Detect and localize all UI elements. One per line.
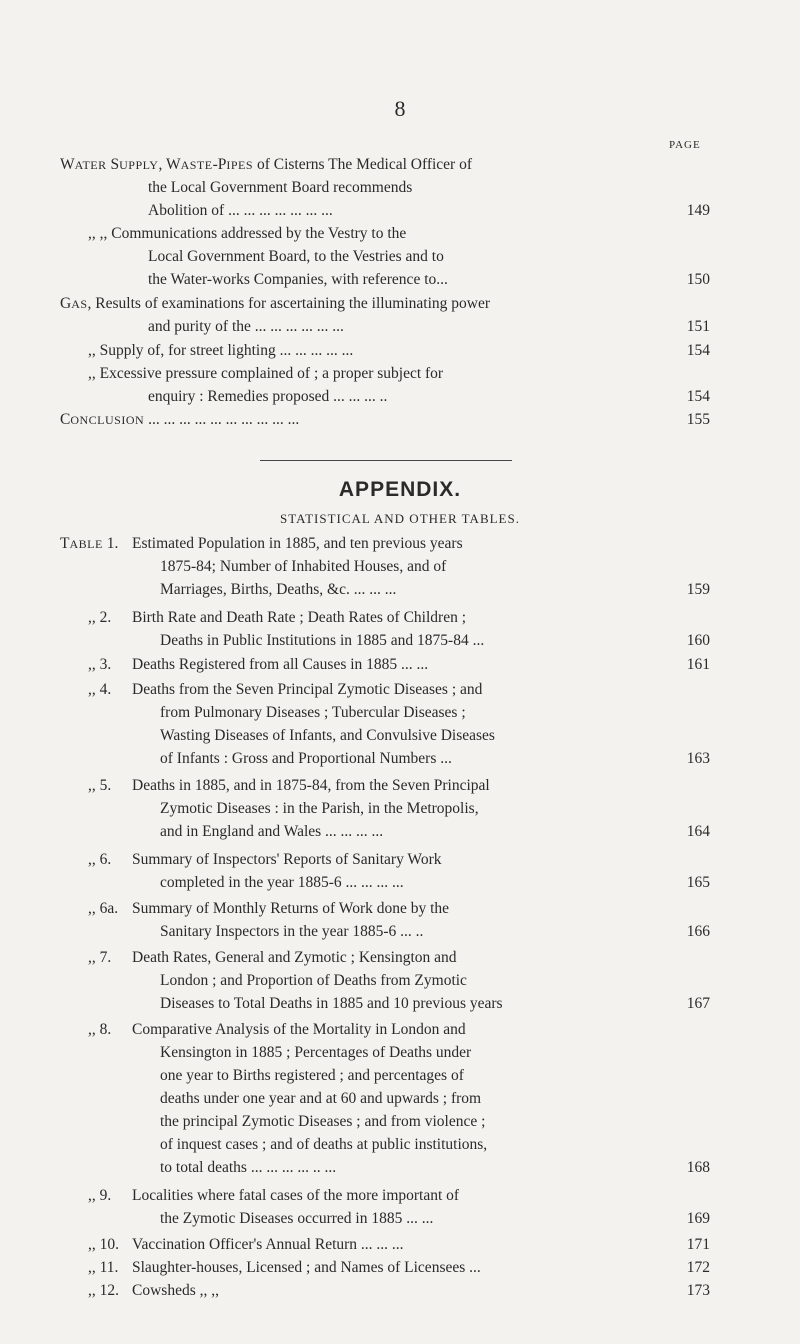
table-line: Deaths in 1885, and in 1875-84, from the Seven Principal bbox=[132, 777, 490, 794]
table-line: Zymotic Diseases : in the Parish, in the Metropolis, bbox=[160, 800, 479, 817]
table-label: ,, 3. bbox=[88, 656, 112, 673]
table-line: Marriages, Births, Deaths, &c. ... ... ... bbox=[160, 581, 397, 598]
appendix-subtitle: STATISTICAL AND OTHER TABLES. bbox=[280, 511, 520, 526]
table-line: Summary of Inspectors' Reports of Sanitary Work bbox=[132, 851, 442, 868]
table-label: ,, 9. bbox=[88, 1187, 112, 1204]
table-line: Wasting Diseases of Infants, and Convulsive Diseases bbox=[160, 727, 495, 744]
page-ref: 151 bbox=[686, 318, 710, 335]
table-label: ,, 6a. bbox=[88, 900, 119, 917]
page-ref: 159 bbox=[686, 581, 710, 598]
table-label: ,, 6. bbox=[88, 851, 112, 868]
table-line: Vaccination Officer's Annual Return ... ... ... bbox=[132, 1236, 404, 1253]
table-line: to total deaths ... ... ... ... .. ... bbox=[160, 1159, 337, 1176]
index-line: ,, Excessive pressure complained of ; a proper subject for bbox=[88, 365, 444, 382]
page-ref: 171 bbox=[686, 1236, 710, 1253]
table-line: Deaths Registered from all Causes in 1885 ... ... bbox=[132, 656, 429, 673]
table-line: of inquest cases ; and of deaths at public institutions, bbox=[160, 1136, 488, 1153]
table-line: Kensington in 1885 ; Percentages of Deaths under bbox=[160, 1044, 472, 1061]
table-label: ,, 8. bbox=[88, 1021, 112, 1038]
index-line: ,, Supply of, for street lighting ... ... ... ... ... bbox=[88, 342, 354, 359]
page-ref: 149 bbox=[686, 202, 710, 219]
table-label: ,, 10. bbox=[88, 1236, 119, 1253]
table-line: completed in the year 1885-6 ... ... ... ... bbox=[160, 874, 404, 891]
table-label: ,, 4. bbox=[88, 681, 112, 698]
table-line: Death Rates, General and Zymotic ; Kensington and bbox=[132, 949, 457, 966]
page-ref: 163 bbox=[686, 750, 710, 767]
table-label: ,, 5. bbox=[88, 777, 112, 794]
table-label: ,, 7. bbox=[88, 949, 112, 966]
index-line: CONCLUSION ... ... ... ... ... ... ... ... ... ... bbox=[60, 411, 300, 428]
table-line: Slaughter-houses, Licensed ; and Names of Licensees ... bbox=[132, 1259, 481, 1276]
divider-rule bbox=[260, 460, 512, 461]
table-label: ,, 2. bbox=[88, 609, 112, 626]
index-line: ,, ,, Communications addressed by the Vestry to the bbox=[88, 225, 407, 242]
table-line: Birth Rate and Death Rate ; Death Rates of Children ; bbox=[132, 609, 467, 626]
index-line: WATER SUPPLY, WASTE-PIPES of Cisterns The Medical Officer of bbox=[60, 156, 473, 173]
index-line: the Water-works Companies, with reference to... bbox=[148, 271, 448, 288]
table-line: from Pulmonary Diseases ; Tubercular Diseases ; bbox=[160, 704, 466, 721]
table-line: deaths under one year and at 60 and upwards ; from bbox=[160, 1090, 482, 1107]
table-line: Deaths in Public Institutions in 1885 and 1875-84 ... bbox=[160, 632, 485, 649]
page-ref: 164 bbox=[686, 823, 710, 840]
table-line: 1875-84; Number of Inhabited Houses, and of bbox=[160, 558, 447, 575]
page-ref: 165 bbox=[686, 874, 710, 891]
index-heading: CONCLUSION bbox=[60, 411, 145, 428]
index-line: and purity of the ... ... ... ... ... ... bbox=[148, 318, 344, 335]
index-line: enquiry : Remedies proposed ... ... ... .. bbox=[148, 388, 388, 405]
table-label: TABLE 1. bbox=[60, 535, 119, 552]
page-ref: 168 bbox=[686, 1159, 710, 1176]
index-heading: WATER SUPPLY, WASTE-PIPES bbox=[60, 156, 254, 173]
page-ref: 155 bbox=[686, 411, 710, 428]
table-line: Estimated Population in 1885, and ten previous years bbox=[132, 535, 463, 552]
table-line: and in England and Wales ... ... ... ... bbox=[160, 823, 384, 840]
page-ref: 160 bbox=[686, 632, 710, 649]
index-line: Abolition of ... ... ... ... ... ... ... bbox=[148, 202, 333, 219]
page-ref: 150 bbox=[686, 271, 710, 288]
table-line: the Zymotic Diseases occurred in 1885 ... ... bbox=[160, 1210, 434, 1227]
index-line: Local Government Board, to the Vestries and to bbox=[148, 248, 444, 265]
index-line: the Local Government Board recommends bbox=[148, 179, 413, 196]
table-line: Summary of Monthly Returns of Work done by the bbox=[132, 900, 450, 917]
appendix-title: APPENDIX. bbox=[338, 478, 462, 501]
table-label: ,, 11. bbox=[88, 1259, 119, 1276]
table-line: Cowsheds ,, ,, bbox=[132, 1282, 219, 1299]
table-line: Comparative Analysis of the Mortality in London and bbox=[132, 1021, 466, 1038]
table-line: Diseases to Total Deaths in 1885 and 10 previous years bbox=[160, 995, 503, 1012]
table-line: the principal Zymotic Diseases ; and from violence ; bbox=[160, 1113, 486, 1130]
page-ref: 154 bbox=[686, 388, 710, 405]
page-ref: 166 bbox=[686, 923, 710, 940]
page-ref: 173 bbox=[686, 1282, 710, 1299]
table-line: Deaths from the Seven Principal Zymotic Diseases ; and bbox=[132, 681, 483, 698]
table-line: one year to Births registered ; and percentages of bbox=[160, 1067, 464, 1084]
table-line: Localities where fatal cases of the more important of bbox=[132, 1187, 460, 1204]
table-line: of Infants : Gross and Proportional Numbers ... bbox=[160, 750, 452, 767]
table-line: Sanitary Inspectors in the year 1885-6 ... .. bbox=[160, 923, 424, 940]
page-ref: 154 bbox=[686, 342, 710, 359]
index-line: GAS, Results of examinations for ascertaining the illuminating power bbox=[60, 295, 491, 312]
page-number: 8 bbox=[394, 96, 406, 121]
page-ref: 167 bbox=[686, 995, 710, 1012]
table-line: London ; and Proportion of Deaths from Zymotic bbox=[160, 972, 467, 989]
table-label: ,, 12. bbox=[88, 1282, 119, 1299]
page-ref: 169 bbox=[686, 1210, 710, 1227]
index-heading: GAS bbox=[60, 295, 88, 312]
page-ref: 172 bbox=[686, 1259, 710, 1276]
page-ref: 161 bbox=[686, 656, 710, 673]
page-column-header: PAGE bbox=[669, 139, 701, 151]
